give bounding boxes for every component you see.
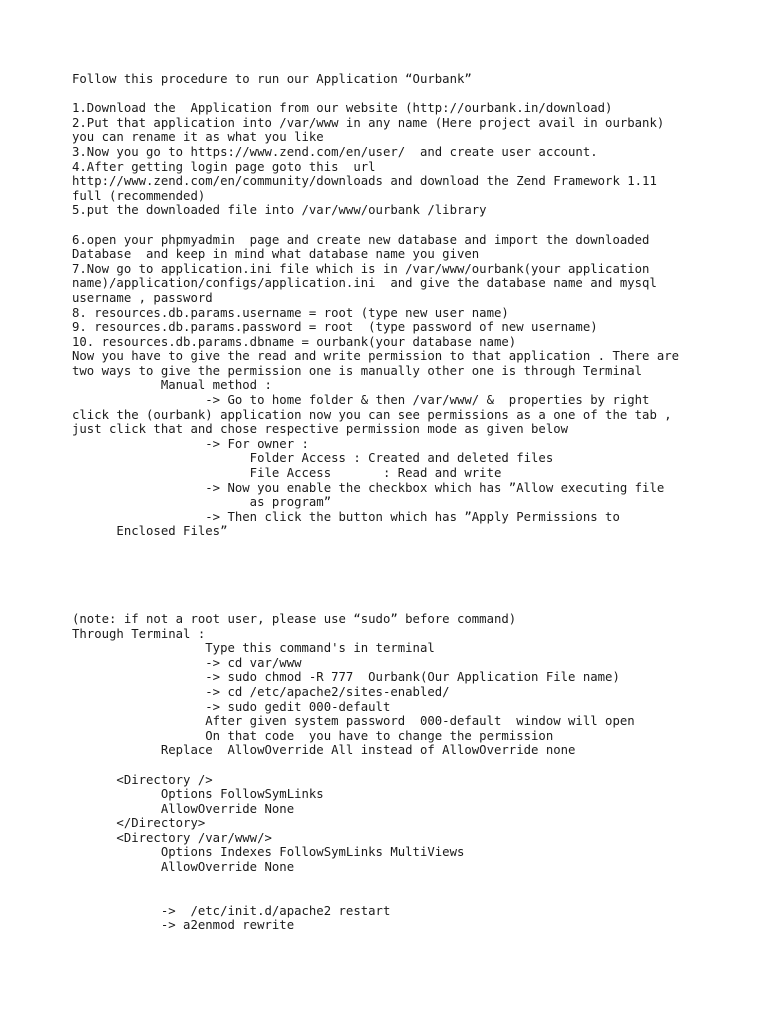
text-line: </Directory> [72, 816, 206, 831]
text-line: -> sudo gedit 000-default [72, 699, 391, 714]
blank-line [72, 87, 752, 102]
text-line: -> Then click the button which has ”Apply Permissions to [72, 509, 620, 524]
text-line: Now you have to give the read and write permission to that application . There are [72, 349, 680, 364]
text-line: (note: if not a root user, please use “sudo” before command) [72, 611, 517, 626]
text-line: 8. resources.db.params.username = root (type new user name) [72, 305, 509, 320]
text-line: 4.After getting login page goto this url [72, 159, 376, 174]
text-line: 5.put the downloaded file into /var/www/ourbank /library [72, 203, 487, 218]
text-line: name)/application/configs/application.ini and give the database name and mysql [72, 276, 657, 291]
text-line: 3.Now you go to https://www.zend.com/en/user/ and create user account. [72, 144, 598, 159]
text-line: Folder Access : Created and deleted files [72, 451, 554, 466]
text-line: -> a2enmod rewrite [72, 918, 295, 933]
text-line: 7.Now go to application.ini file which is in /var/www/ourbank(your application [72, 261, 650, 276]
blank-line [72, 875, 752, 890]
text-line: Type this command's in terminal [72, 641, 435, 656]
blank-line [72, 889, 752, 904]
text-line: you can rename it as what you like [72, 130, 324, 145]
blank-line [72, 583, 752, 598]
text-line: 2.Put that application into /var/www in any name (Here project avail in ourbank) [72, 115, 665, 130]
text-line: Options FollowSymLinks [72, 787, 324, 802]
text-line: 1.Download the Application from our website (http://ourbank.in/download) [72, 101, 613, 116]
text-line: full (recommended) [72, 188, 206, 203]
text-line: just click that and chose respective permission mode as given below [72, 422, 569, 437]
text-line: File Access : Read and write [72, 466, 502, 481]
text-line: -> /etc/init.d/apache2 restart [72, 903, 391, 918]
document-body [72, 72, 752, 933]
text-line: On that code you have to change the permission [72, 728, 554, 743]
text-line: Manual method : [72, 378, 272, 393]
text-line: 6.open your phpmyadmin page and create new database and import the downloaded [72, 232, 650, 247]
blank-line [72, 568, 752, 583]
blank-line [72, 597, 752, 612]
text-line: <Directory /var/www/> [72, 830, 272, 845]
text-line: -> cd var/www [72, 655, 302, 670]
text-line: <Directory /> [72, 772, 213, 787]
text-line: Follow this procedure to run our Application “Ourbank” [72, 72, 472, 86]
text-line: -> Now you enable the checkbox which has ”Allow executing file [72, 480, 665, 495]
text-line: as program” [72, 495, 332, 510]
text-line: -> sudo chmod -R 777 Ourbank(Our Application File name) [72, 670, 620, 685]
text-line: Replace AllowOverride All instead of AllowOverride none [72, 743, 576, 758]
text-line: two ways to give the permission one is manually other one is through Terminal [72, 363, 643, 378]
blank-line [72, 218, 752, 233]
text-line: Database and keep in mind what database name you given [72, 247, 480, 262]
text-line: AllowOverride None [72, 860, 295, 875]
text-line: username , password [72, 290, 213, 305]
text-line: 10. resources.db.params.dbname = ourbank(your database name) [72, 334, 517, 349]
text-line: After given system password 000-default window will open [72, 714, 635, 729]
blank-line [72, 539, 752, 554]
text-line: http://www.zend.com/en/community/downloads and download the Zend Framework 1.11 [72, 174, 657, 189]
text-line: -> Go to home folder & then /var/www/ & properties by right [72, 393, 650, 408]
text-line: -> For owner : [72, 436, 309, 451]
text-line: Enclosed Files” [72, 524, 228, 539]
text-line: Options Indexes FollowSymLinks MultiViews [72, 845, 465, 860]
text-line: -> cd /etc/apache2/sites-enabled/ [72, 684, 450, 699]
blank-line [72, 758, 752, 773]
text-line: Through Terminal : [72, 626, 206, 641]
text-line: AllowOverride None [72, 801, 295, 816]
text-line: click the (ourbank) application now you can see permissions as a one of the tab , [72, 407, 672, 422]
text-line: 9. resources.db.params.password = root (type password of new username) [72, 320, 598, 335]
blank-line [72, 554, 752, 569]
